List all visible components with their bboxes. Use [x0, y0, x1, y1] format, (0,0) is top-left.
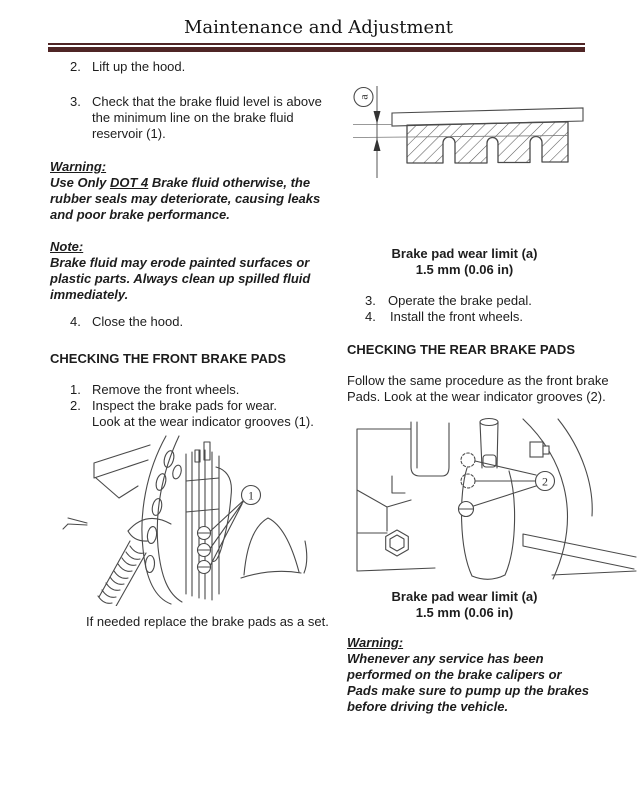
note-label: Note: — [50, 239, 84, 254]
left-column — [50, 52, 335, 715]
heading-front-brake-pads: CHECKING THE FRONT BRAKE PADS — [50, 351, 286, 366]
step-lift-hood — [50, 59, 335, 75]
step-number: 3. — [365, 293, 376, 308]
dimension-label-a: a — [356, 94, 371, 100]
warning-text: Use Only DOT 4 Brake fluid otherwise, the rubber seals may deteriorate, causing leaks and poor brake performance. — [50, 175, 321, 222]
step-inspect-pads — [50, 398, 335, 430]
callout-label-1: 1 — [248, 488, 254, 503]
dot4-emphasis: DOT 4 — [109, 175, 149, 190]
rear-brake-figure — [347, 413, 637, 581]
step-text: Remove the front wheels. — [92, 382, 240, 397]
step-number: 3. — [70, 94, 81, 109]
wear-indicator-dashed-circle — [461, 453, 475, 467]
step-text: Operate the brake pedal. — [388, 293, 532, 308]
step-close-hood — [50, 314, 335, 330]
step-number: 4. — [365, 309, 376, 324]
warning-text: Whenever any service has been performed on the brake calipers or Pads make sure to pump up the brakes before driving the vehicle. — [347, 651, 590, 714]
header-rule — [48, 43, 585, 52]
rear-pads-intro: Follow the same procedure as the front brake Pads. Look at the wear indicator grooves (2). — [347, 373, 609, 404]
step-text: Install the front wheels. — [390, 309, 523, 324]
callout-label-2: 2 — [542, 474, 548, 489]
wear-limit-caption-top: Brake pad wear limit (a) 1.5 mm (0.06 in) — [391, 246, 538, 277]
warning-block-calipers — [347, 635, 637, 715]
step-text: Check that the brake fluid level is above the minimum line on the brake fluid reservoir (1). — [92, 94, 322, 141]
front-brake-figure — [58, 434, 343, 606]
step-operate-pedal — [347, 293, 637, 309]
right-column — [347, 52, 637, 715]
step-remove-wheels — [50, 382, 335, 398]
step-number: 1. — [70, 382, 81, 397]
wear-indicator-dashed-circle — [461, 474, 475, 488]
warning-label: Warning: — [50, 159, 107, 174]
wear-limit-caption-bottom: Brake pad wear limit (a) 1.5 mm (0.06 in) — [391, 589, 538, 620]
page-title: Maintenance and Adjustment — [183, 17, 454, 38]
step-check-fluid — [50, 94, 335, 142]
step-number: 4. — [70, 314, 81, 329]
step-install-wheels — [347, 309, 637, 325]
note-text: Brake fluid may erode painted surfaces or plastic parts. Always clean up spilled fluid immediately. — [50, 255, 311, 302]
warning-block-fluid — [50, 159, 335, 223]
step-text: Lift up the hood. — [92, 59, 186, 74]
step-number: 2. — [70, 59, 81, 74]
step-text: Close the hood. — [92, 314, 184, 329]
warning-label: Warning: — [347, 635, 404, 650]
page-header — [0, 0, 637, 52]
replace-pads-note: If needed replace the brake pads as a set. — [86, 614, 329, 629]
step-text: Inspect the brake pads for wear. Look at the wear indicator grooves (1). — [92, 398, 314, 429]
step-number: 2. — [70, 398, 81, 413]
brake-pad-section-figure — [350, 78, 635, 233]
note-block-fluid — [50, 239, 335, 303]
heading-rear-brake-pads: CHECKING THE REAR BRAKE PADS — [347, 342, 575, 357]
content-columns — [50, 52, 637, 715]
